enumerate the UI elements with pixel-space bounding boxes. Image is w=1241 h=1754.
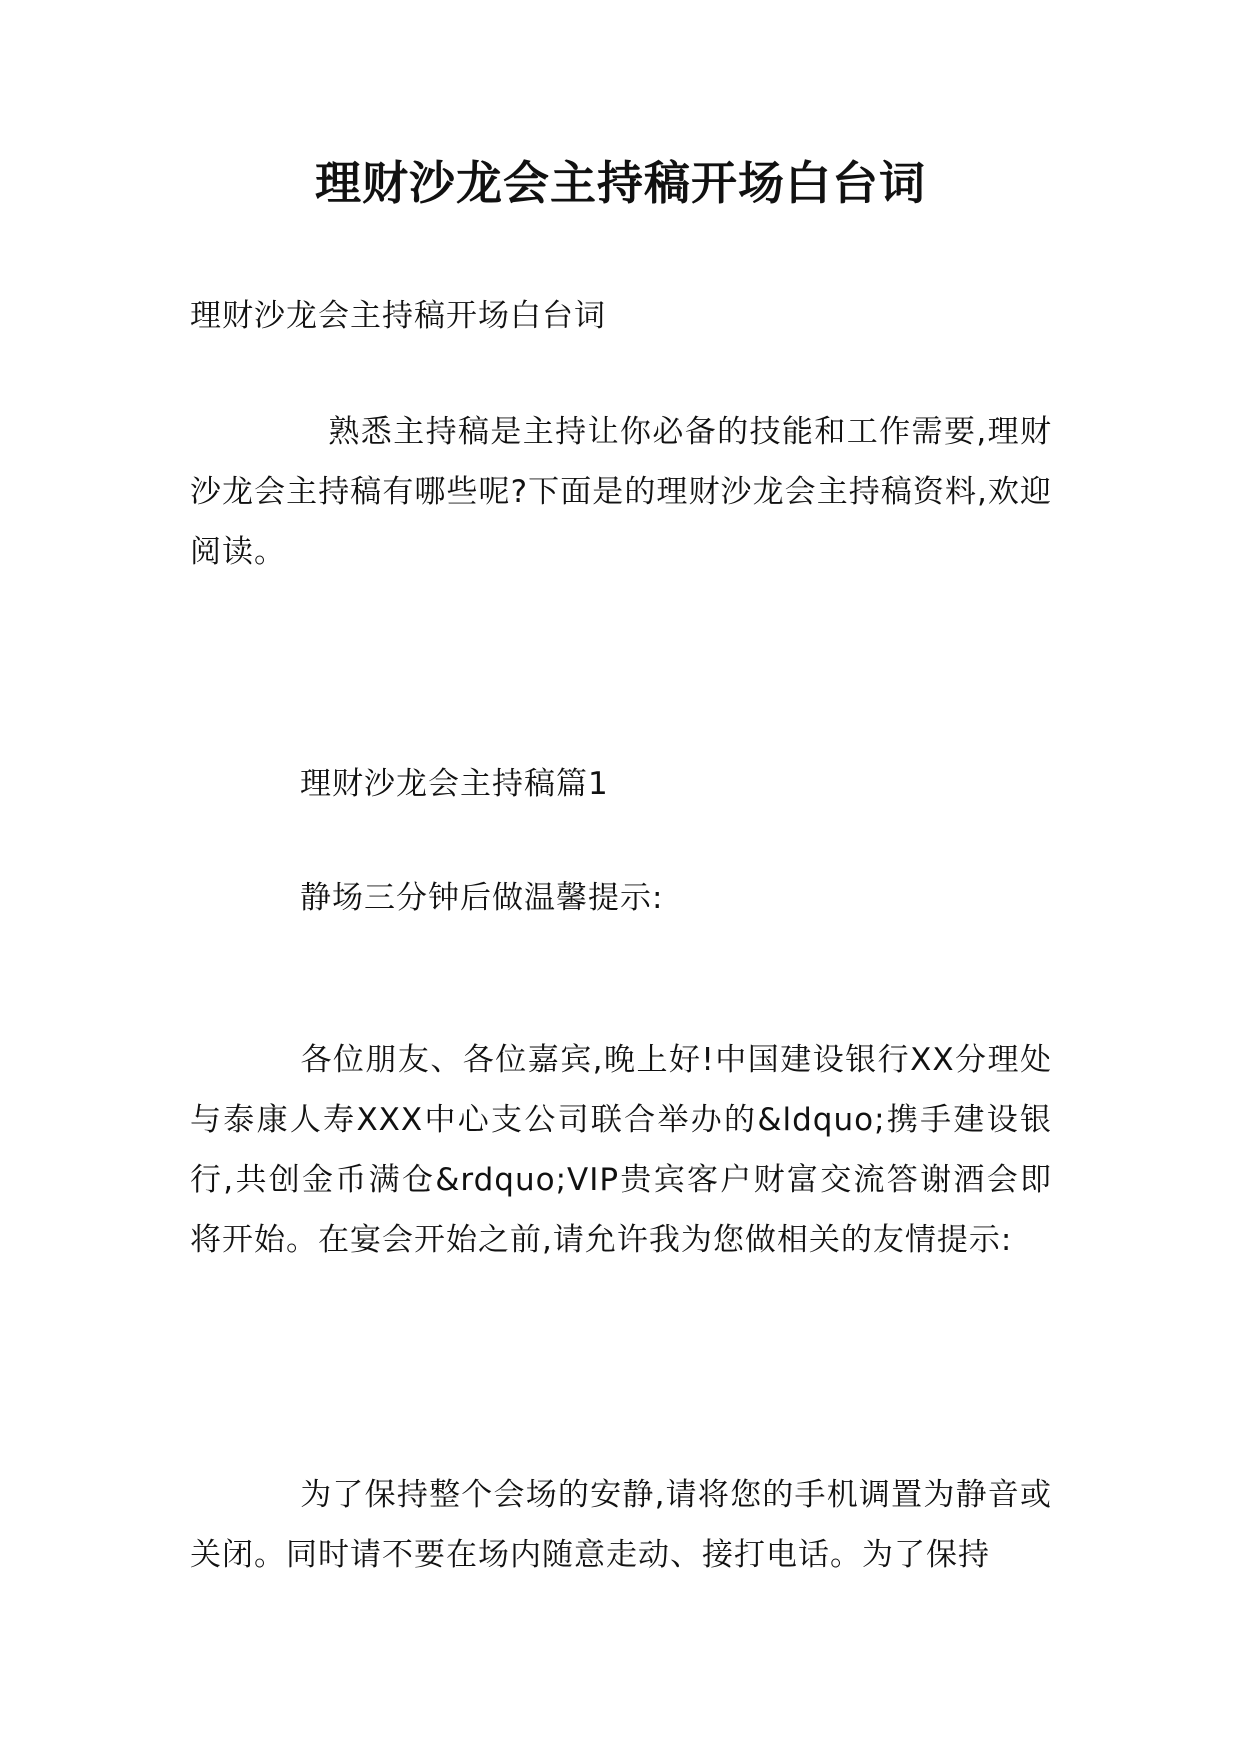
subtitle-text: 理财沙龙会主持稿开场白台词 [190,298,606,334]
subtitle-paragraph [190,286,1052,346]
phone-notice-text: 为了保持整个会场的安静,请将您的手机调置为静音或关闭。同时请不要在场内随意走动、接打电话。为了保持 [190,1477,1052,1573]
section-heading-paragraph [190,754,1052,814]
quiet-notice-text: 静场三分钟后做温馨提示: [300,880,664,916]
quiet-notice-paragraph [190,868,1052,928]
document-title: 理财沙龙会主持稿开场白台词 [315,156,926,210]
section-heading-text: 理财沙龙会主持稿篇1 [300,766,609,802]
intro-paragraph [190,402,1052,582]
phone-notice-paragraph [190,1465,1052,1585]
greeting-text: 各位朋友、各位嘉宾,晚上好!中国建设银行XX分理处与泰康人寿XXX中心支公司联合举办的&ldquo;携手建设银行,共创金币满仓&rdquo;VIP贵宾客户财富交流答谢酒会即将开始。在宴会开始之前,请允许我为您做相关的友情提示: [190,1042,1052,1258]
greeting-paragraph [190,1030,1052,1270]
intro-text: 熟悉主持稿是主持让你必备的技能和工作需要,理财沙龙会主持稿有哪些呢?下面是的理财沙龙会主持稿资料,欢迎阅读。 [190,414,1052,570]
